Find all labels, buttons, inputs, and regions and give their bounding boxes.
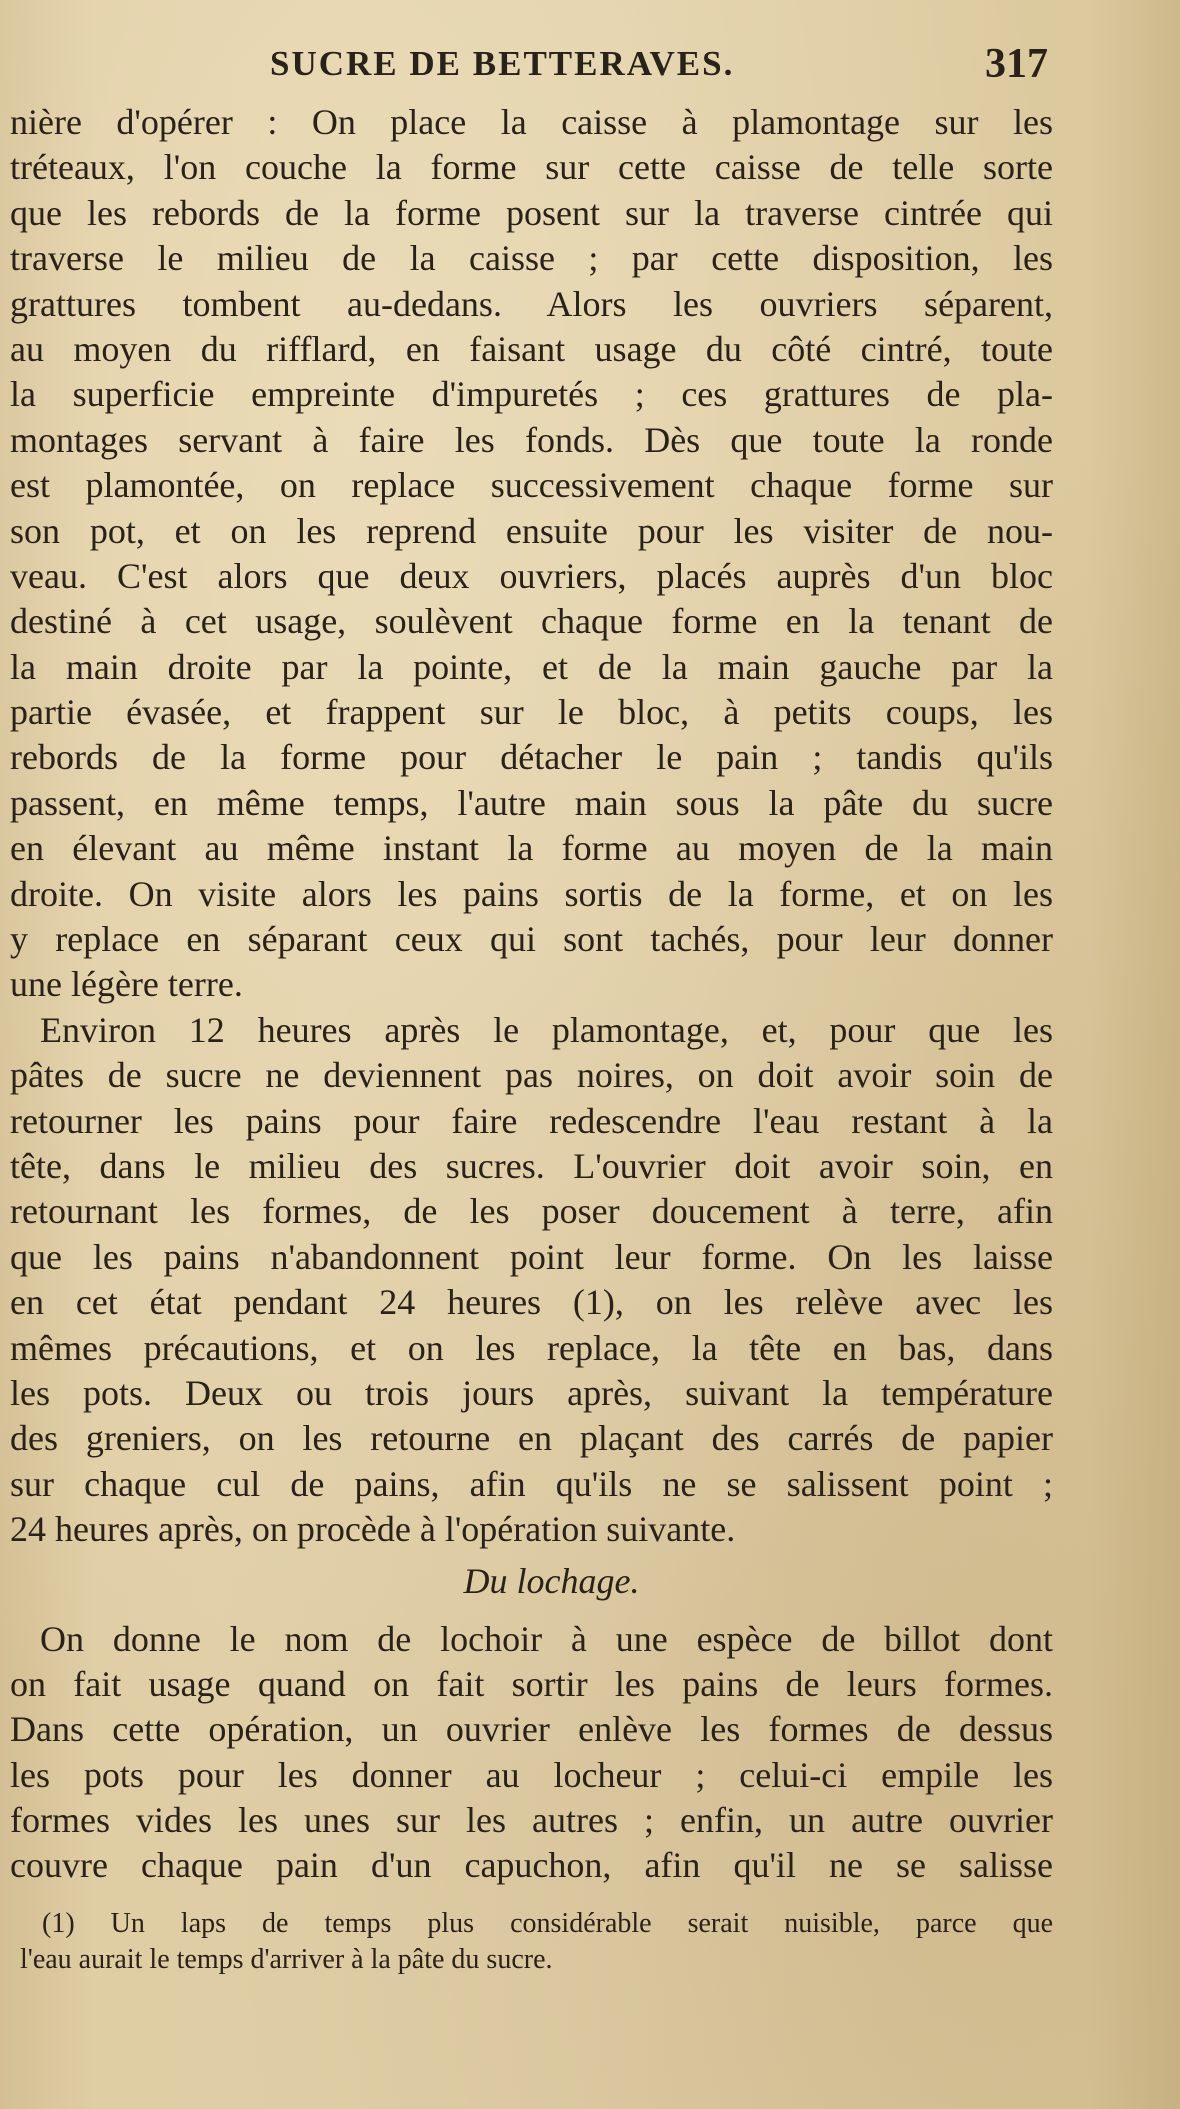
text-line: retourner les pains pour faire redescendre l'eau restant à la (10, 1100, 1053, 1141)
text-line: tête, dans le milieu des sucres. L'ouvrier doit avoir soin, en (10, 1145, 1053, 1186)
page-number: 317 (985, 41, 1048, 87)
text-line: nière d'opérer : On place la caisse à plamontage sur les (10, 102, 1053, 142)
body-text (10, 100, 1053, 1889)
text-line: des greniers, on les retourne en plaçant des carrés de papier (10, 1418, 1053, 1459)
text-line: son pot, et on les reprend ensuite pour les visiter de nou- (10, 510, 1053, 551)
paragraph-2 (10, 1008, 1053, 1553)
running-title: SUCRE DE BETTERAVES. (270, 44, 735, 83)
text-line: les pots. Deux ou trois jours après, suivant la température (10, 1372, 1053, 1413)
text-line: on fait usage quand on fait sortir les pains de leurs formes. (10, 1663, 1053, 1704)
text-line: la superficie empreinte d'impuretés ; ces grattures de pla- (10, 374, 1053, 415)
text-line: couvre chaque pain d'un capuchon, afin qu'il ne se salisse (10, 1845, 1053, 1886)
footnote (20, 1906, 1053, 1978)
text-line: pâtes de sucre ne deviennent pas noires, on doit avoir soin de (10, 1055, 1053, 1096)
text-line: en élevant au même instant la forme au moyen de la main (10, 828, 1053, 869)
text-line: grattures tombent au-dedans. Alors les ouvriers séparent, (10, 283, 1053, 324)
text-line: traverse le milieu de la caisse ; par cette disposition, les (10, 238, 1053, 279)
text-line: passent, en même temps, l'autre main sous la pâte du sucre (10, 782, 1053, 823)
paragraph-3 (10, 1617, 1053, 1889)
text-line: une légère terre. (10, 964, 243, 1005)
text-line: la main droite par la pointe, et de la main gauche par la (10, 646, 1053, 687)
section-spacing (10, 1609, 1053, 1617)
text-line: que les pains n'abandonnent point leur forme. On les laisse (10, 1236, 1053, 1277)
text-line: est plamontée, on replace successivement chaque forme sur (10, 465, 1053, 506)
text-line: montages servant à faire les fonds. Dès que toute la ronde (10, 419, 1053, 460)
text-line: que les rebords de la forme posent sur la traverse cintrée qui (10, 192, 1053, 233)
text-line: tréteaux, l'on couche la forme sur cette caisse de telle sorte (10, 147, 1053, 188)
footnote-line: (1) Un laps de temps plus considérable serait nuisible, parce que (42, 1908, 1053, 1939)
text-line: 24 heures après, on procède à l'opération suivante. (10, 1509, 736, 1550)
text-line: en cet état pendant 24 heures (1), on les relève avec les (10, 1282, 1053, 1323)
paragraph-1 (10, 100, 1053, 1008)
text-line: destiné à cet usage, soulèvent chaque forme en la tenant de (10, 601, 1053, 642)
text-line: mêmes précautions, et on les replace, la tête en bas, dans (10, 1327, 1053, 1368)
text-line: les pots pour les donner au locheur ; celui-ci empile les (10, 1754, 1053, 1795)
text-line: On donne le nom de lochoir à une espèce de billot dont (40, 1618, 1053, 1659)
text-line: y replace en séparant ceux qui sont tachés, pour leur donner (10, 919, 1053, 960)
text-line: rebords de la forme pour détacher le pain ; tandis qu'ils (10, 737, 1053, 778)
text-line: au moyen du rifflard, en faisant usage du côté cintré, toute (10, 328, 1053, 369)
running-header (0, 41, 1180, 94)
text-line: sur chaque cul de pains, afin qu'ils ne se salissent point ; (10, 1463, 1053, 1504)
section-title: Du lochage. (463, 1560, 640, 1601)
text-line: Environ 12 heures après le plamontage, et, pour que les (40, 1009, 1053, 1050)
text-line: formes vides les unes sur les autres ; enfin, un autre ouvrier (10, 1800, 1053, 1841)
text-line: retournant les formes, de les poser doucement à terre, afin (10, 1191, 1053, 1232)
text-line: droite. On visite alors les pains sortis de la forme, et on les (10, 873, 1053, 914)
text-line: partie évasée, et frappent sur le bloc, à petits coups, les (10, 692, 1053, 733)
text-line: Dans cette opération, un ouvrier enlève les formes de dessus (10, 1709, 1053, 1750)
text-line: veau. C'est alors que deux ouvriers, placés auprès d'un bloc (10, 555, 1053, 596)
footnote-line: l'eau aurait le temps d'arriver à la pâte du sucre. (20, 1944, 553, 1975)
